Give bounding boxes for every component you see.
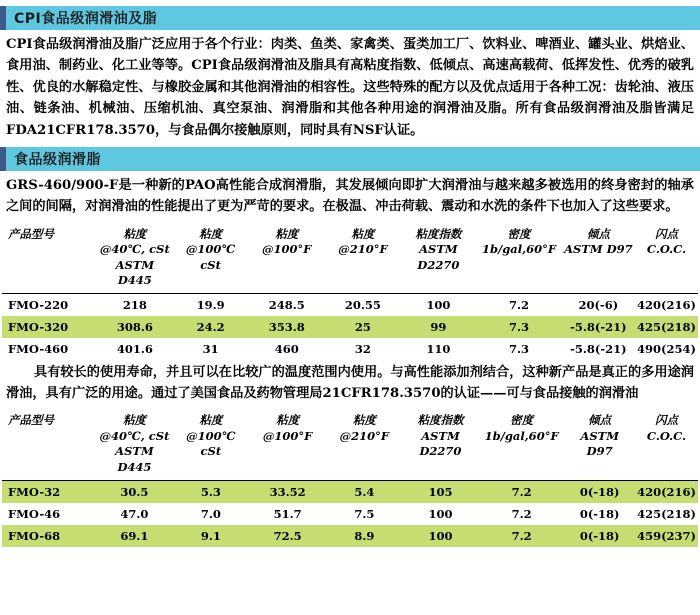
- col-header-viscosity-index: 粘度指数 ASTM D2270: [417, 413, 464, 459]
- cell-value: 353.8: [248, 316, 326, 338]
- paragraph-grease-intro: GRS-460/900-F是一种新的PAO高性能合成润滑脂，其发展倾向即扩大润滑油与越来越多被选用的终身密封的轴承之间的间隔，对润滑油的性能提出了更为严苛的要求。在极温、冲击荷载、震动和水洗的条件下也加入了这些要求。: [6, 177, 694, 215]
- cell-value: 100: [426, 297, 451, 312]
- cell-model: FMO-68: [2, 525, 96, 547]
- spec-table-1-wrapper: [2, 224, 698, 360]
- paragraph-cpi-intro: CPI食品级润滑油及脂广泛应用于各个行业：肉类、鱼类、家禽类、蛋类加工厂、饮料业、啤酒业、罐头业、烘焙业、食用油、制药业、化工业等等。CPI食品级润滑油及脂具有高粘度指数、低倾点、高速高载荷、低挥发性、优秀的破乳性、优良的水解稳定性、与橡胶金属和其他润滑油的相容性。这些特殊的配方以及优点适用于各种工况：齿轮油、液压油、链条油、机械油、压缩机油、真空泵油、润滑脂和其他各种用途的润滑油及脂。所有食品级润滑油及脂皆满足FDA21CFR178.3570，与食品偶尔接触原则，同时具有NSF认证。: [6, 37, 694, 138]
- cell-value: 7.3: [476, 316, 561, 338]
- col-header-flash-point: 闪点 C.O.C.: [646, 226, 687, 257]
- cell-value: 30.5: [96, 480, 173, 503]
- cell-value: 25: [326, 316, 401, 338]
- col-header-viscosity-100c: 粘度 @100℃ cSt: [186, 413, 236, 459]
- cell-model: FMO-32: [2, 480, 96, 503]
- cell-value: 8.9: [327, 525, 402, 547]
- cell-value: 110: [426, 341, 451, 356]
- cell-value: 33.52: [248, 480, 326, 503]
- cell-value: 100: [428, 506, 453, 521]
- cell-value: 248.5: [268, 297, 305, 312]
- cell-value: 0(-18): [579, 506, 620, 521]
- cell-value: 32: [354, 341, 371, 356]
- cell-value: 100: [402, 525, 479, 547]
- paragraph-middle: 具有较长的使用寿命，并且可以在比较广的温度范围内使用。与高性能添加剂结合，这种新产品是真正的多用途润滑油，具有广泛的用途。通过了美国食品及药物管理局21CFR178.3570的认证——可与食品接触的润滑油: [6, 364, 694, 402]
- cell-value: 5.4: [327, 480, 402, 503]
- col-header-viscosity-210f: 粘度 @210°F: [339, 413, 390, 443]
- cell-value: 105: [402, 480, 479, 503]
- cell-value: 51.7: [273, 506, 302, 521]
- col-header-density: 密度 1b/gal,60°F: [482, 226, 557, 257]
- cell-value: 69.1: [96, 525, 173, 547]
- cell-value: 308.6: [96, 316, 173, 338]
- col-header-pour-point: 倾点 ASTM D97: [580, 413, 619, 459]
- cell-value: 20.55: [344, 297, 381, 312]
- col-header-model: 产品型号: [8, 226, 54, 241]
- cell-value: 420(216): [637, 297, 696, 312]
- cell-value: 420(216): [635, 480, 698, 503]
- cell-value: 0(-18): [564, 525, 635, 547]
- section-title-cpi: CPI食品级润滑油及脂: [6, 6, 700, 30]
- col-header-model: 产品型号: [8, 413, 54, 428]
- cell-value: 7.2: [509, 297, 530, 312]
- cell-value: -5.8(-21): [562, 316, 635, 338]
- table-row: [2, 503, 698, 525]
- document-page: [0, 6, 700, 615]
- table-row: [2, 338, 698, 360]
- cell-value: 19.9: [196, 297, 225, 312]
- cell-value: -5.8(-21): [570, 341, 627, 356]
- table-row: [2, 480, 698, 503]
- section-header-grease: [0, 147, 700, 171]
- col-header-pour-point: 倾点 ASTM D97: [564, 226, 633, 257]
- cell-value: 99: [400, 316, 476, 338]
- table-row: [2, 525, 698, 547]
- section-header-cpi: [0, 6, 700, 30]
- spec-table-1: [2, 224, 698, 360]
- table-row: [2, 293, 698, 316]
- cell-value: 218: [122, 297, 147, 312]
- table-row: [2, 316, 698, 338]
- cell-value: 9.1: [173, 525, 248, 547]
- cell-model: FMO-320: [2, 316, 96, 338]
- section-title-grease: 食品级润滑脂: [6, 147, 700, 171]
- col-header-viscosity-100c: 粘度 @100℃ cSt: [185, 226, 236, 272]
- cell-value: 490(254): [637, 341, 696, 356]
- cell-model: FMO-220: [8, 297, 69, 312]
- cell-value: 401.6: [116, 341, 153, 356]
- cell-value: 425(218): [635, 316, 698, 338]
- cell-value: 20(-6): [578, 297, 619, 312]
- col-header-viscosity-100f: 粘度 @100°F: [262, 413, 313, 443]
- cell-value: 7.5: [354, 506, 375, 521]
- cell-value: 5.3: [173, 480, 248, 503]
- col-header-viscosity-index: 粘度指数 ASTM D2270: [415, 226, 462, 272]
- cell-value: 24.2: [173, 316, 248, 338]
- table-body-2: [2, 480, 698, 547]
- cell-value: 31: [202, 341, 219, 356]
- cell-value: 460: [274, 341, 299, 356]
- spec-table-2-wrapper: [2, 410, 698, 546]
- cell-model: FMO-46: [8, 506, 61, 521]
- cell-value: 7.0: [200, 506, 221, 521]
- col-header-viscosity-40c: 粘度 @40℃, cSt ASTM D445: [99, 226, 170, 288]
- cell-value: 47.0: [120, 506, 149, 521]
- col-header-viscosity-100f: 粘度 @100°F: [262, 226, 312, 257]
- col-header-density: 密度 1b/gal,60°F: [484, 413, 559, 443]
- col-header-flash-point: 闪点 C.O.C.: [646, 413, 687, 443]
- table-header: [2, 410, 698, 480]
- cell-model: FMO-460: [8, 341, 69, 356]
- cell-value: 72.5: [248, 525, 326, 547]
- table-header: [2, 224, 698, 294]
- cell-value: 425(218): [637, 506, 696, 521]
- cell-value: 0(-18): [564, 480, 635, 503]
- spec-table-2: [2, 410, 698, 546]
- cell-value: 7.2: [479, 525, 564, 547]
- cell-value: 7.2: [511, 506, 532, 521]
- cell-value: 459(237): [635, 525, 698, 547]
- cell-value: 7.2: [479, 480, 564, 503]
- cell-value: 7.3: [509, 341, 530, 356]
- col-header-viscosity-40c: 粘度 @40℃, cSt ASTM D445: [99, 413, 170, 474]
- col-header-viscosity-210f: 粘度 @210°F: [338, 226, 388, 257]
- table-body-1: [2, 293, 698, 360]
